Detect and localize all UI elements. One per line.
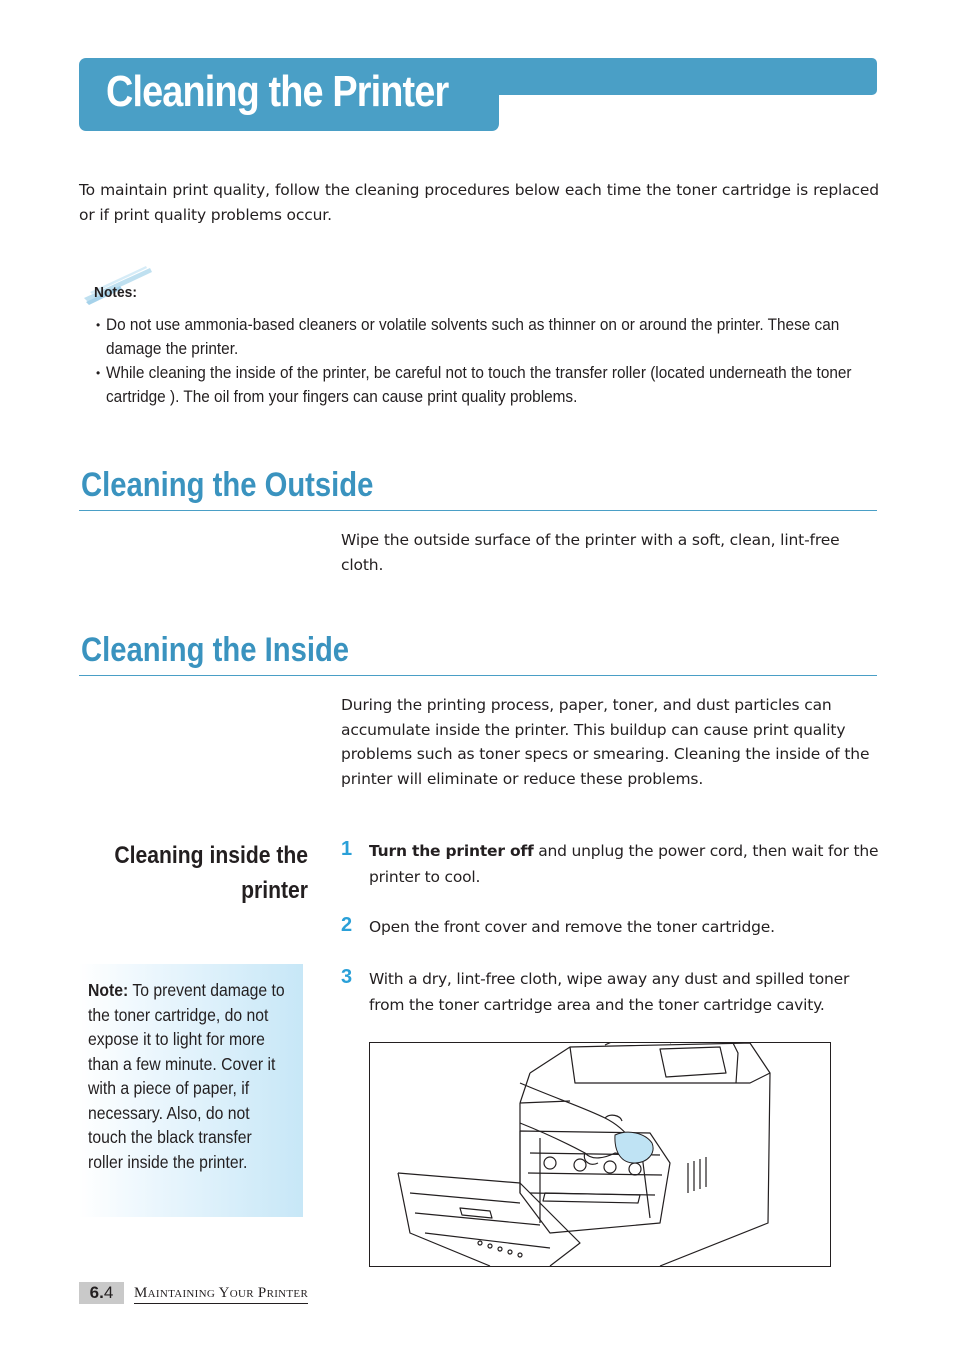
section-divider (79, 510, 877, 511)
step-number: 3 (341, 966, 353, 988)
page-num: 4 (103, 1283, 114, 1302)
note-item (96, 361, 876, 409)
step-text: Open the front cover and remove the toner cartridge. (369, 918, 775, 936)
side-note-body: To prevent damage to the toner cartridge, do not expose it to light for more than a few minute. Cover it with a piece of paper, if necessary. Also, do not touch the black transfer roller inside the printer. (88, 980, 285, 1172)
step-text: With a dry, lint-free cloth, wipe away any dust and spilled toner from the toner cartridge area and the toner cartridge cavity. (369, 970, 850, 1014)
inside-paragraph: During the printing process, paper, toner, and dust particles can accumulate inside the printer. This buildup can cause print quality problems such as toner specs or smearing. Cleaning the inside of the printer will eliminate or reduce these problems. (341, 696, 870, 788)
side-note-box (79, 964, 303, 1217)
printer-cleaning-drawing (370, 1043, 830, 1266)
outside-paragraph: Wipe the outside surface of the printer with a soft, clean, lint-free cloth. (341, 531, 840, 574)
step-text (369, 838, 879, 890)
subsection-heading (79, 838, 308, 908)
bullet-icon: • (96, 318, 101, 332)
notes-label: Notes: (94, 284, 137, 301)
bullet-icon: • (96, 366, 101, 380)
step-number: 1 (341, 838, 353, 860)
side-note-text (88, 978, 288, 1174)
subsection-heading-line1: Cleaning inside the (114, 842, 308, 869)
note-item (96, 313, 876, 361)
page-number (79, 1282, 124, 1304)
notes-list (96, 313, 876, 409)
section-divider (79, 675, 877, 676)
page-chapter: 6. (89, 1283, 104, 1302)
note-text: Do not use ammonia-based cleaners or volatile solvents such as thinner on or around the printer. These can damage the printer. (106, 316, 840, 358)
step-number: 2 (341, 914, 353, 936)
intro-paragraph: To maintain print quality, follow the cleaning procedures below each time the toner cartridge is replaced or if print quality problems occur. (79, 181, 879, 224)
footer-chapter-label: Maintaining Your Printer (134, 1283, 308, 1304)
page-title: Cleaning the Printer (106, 67, 449, 116)
subsection-heading-line2: printer (241, 877, 308, 904)
step-bold-text: Turn the printer off (369, 842, 534, 860)
printer-illustration (369, 1042, 831, 1267)
section-heading-outside: Cleaning the Outside (81, 466, 374, 504)
title-banner-bar (470, 58, 877, 95)
note-text: While cleaning the inside of the printer, be careful not to touch the transfer roller (located underneath the toner cartridge ). The oil from your fingers can cause print quality problems. (106, 364, 852, 406)
side-note-label: Note: (88, 980, 129, 1000)
section-heading-inside: Cleaning the Inside (81, 631, 350, 669)
step-body-text: and unplug the power cord, then wait for the printer to cool. (369, 842, 879, 886)
